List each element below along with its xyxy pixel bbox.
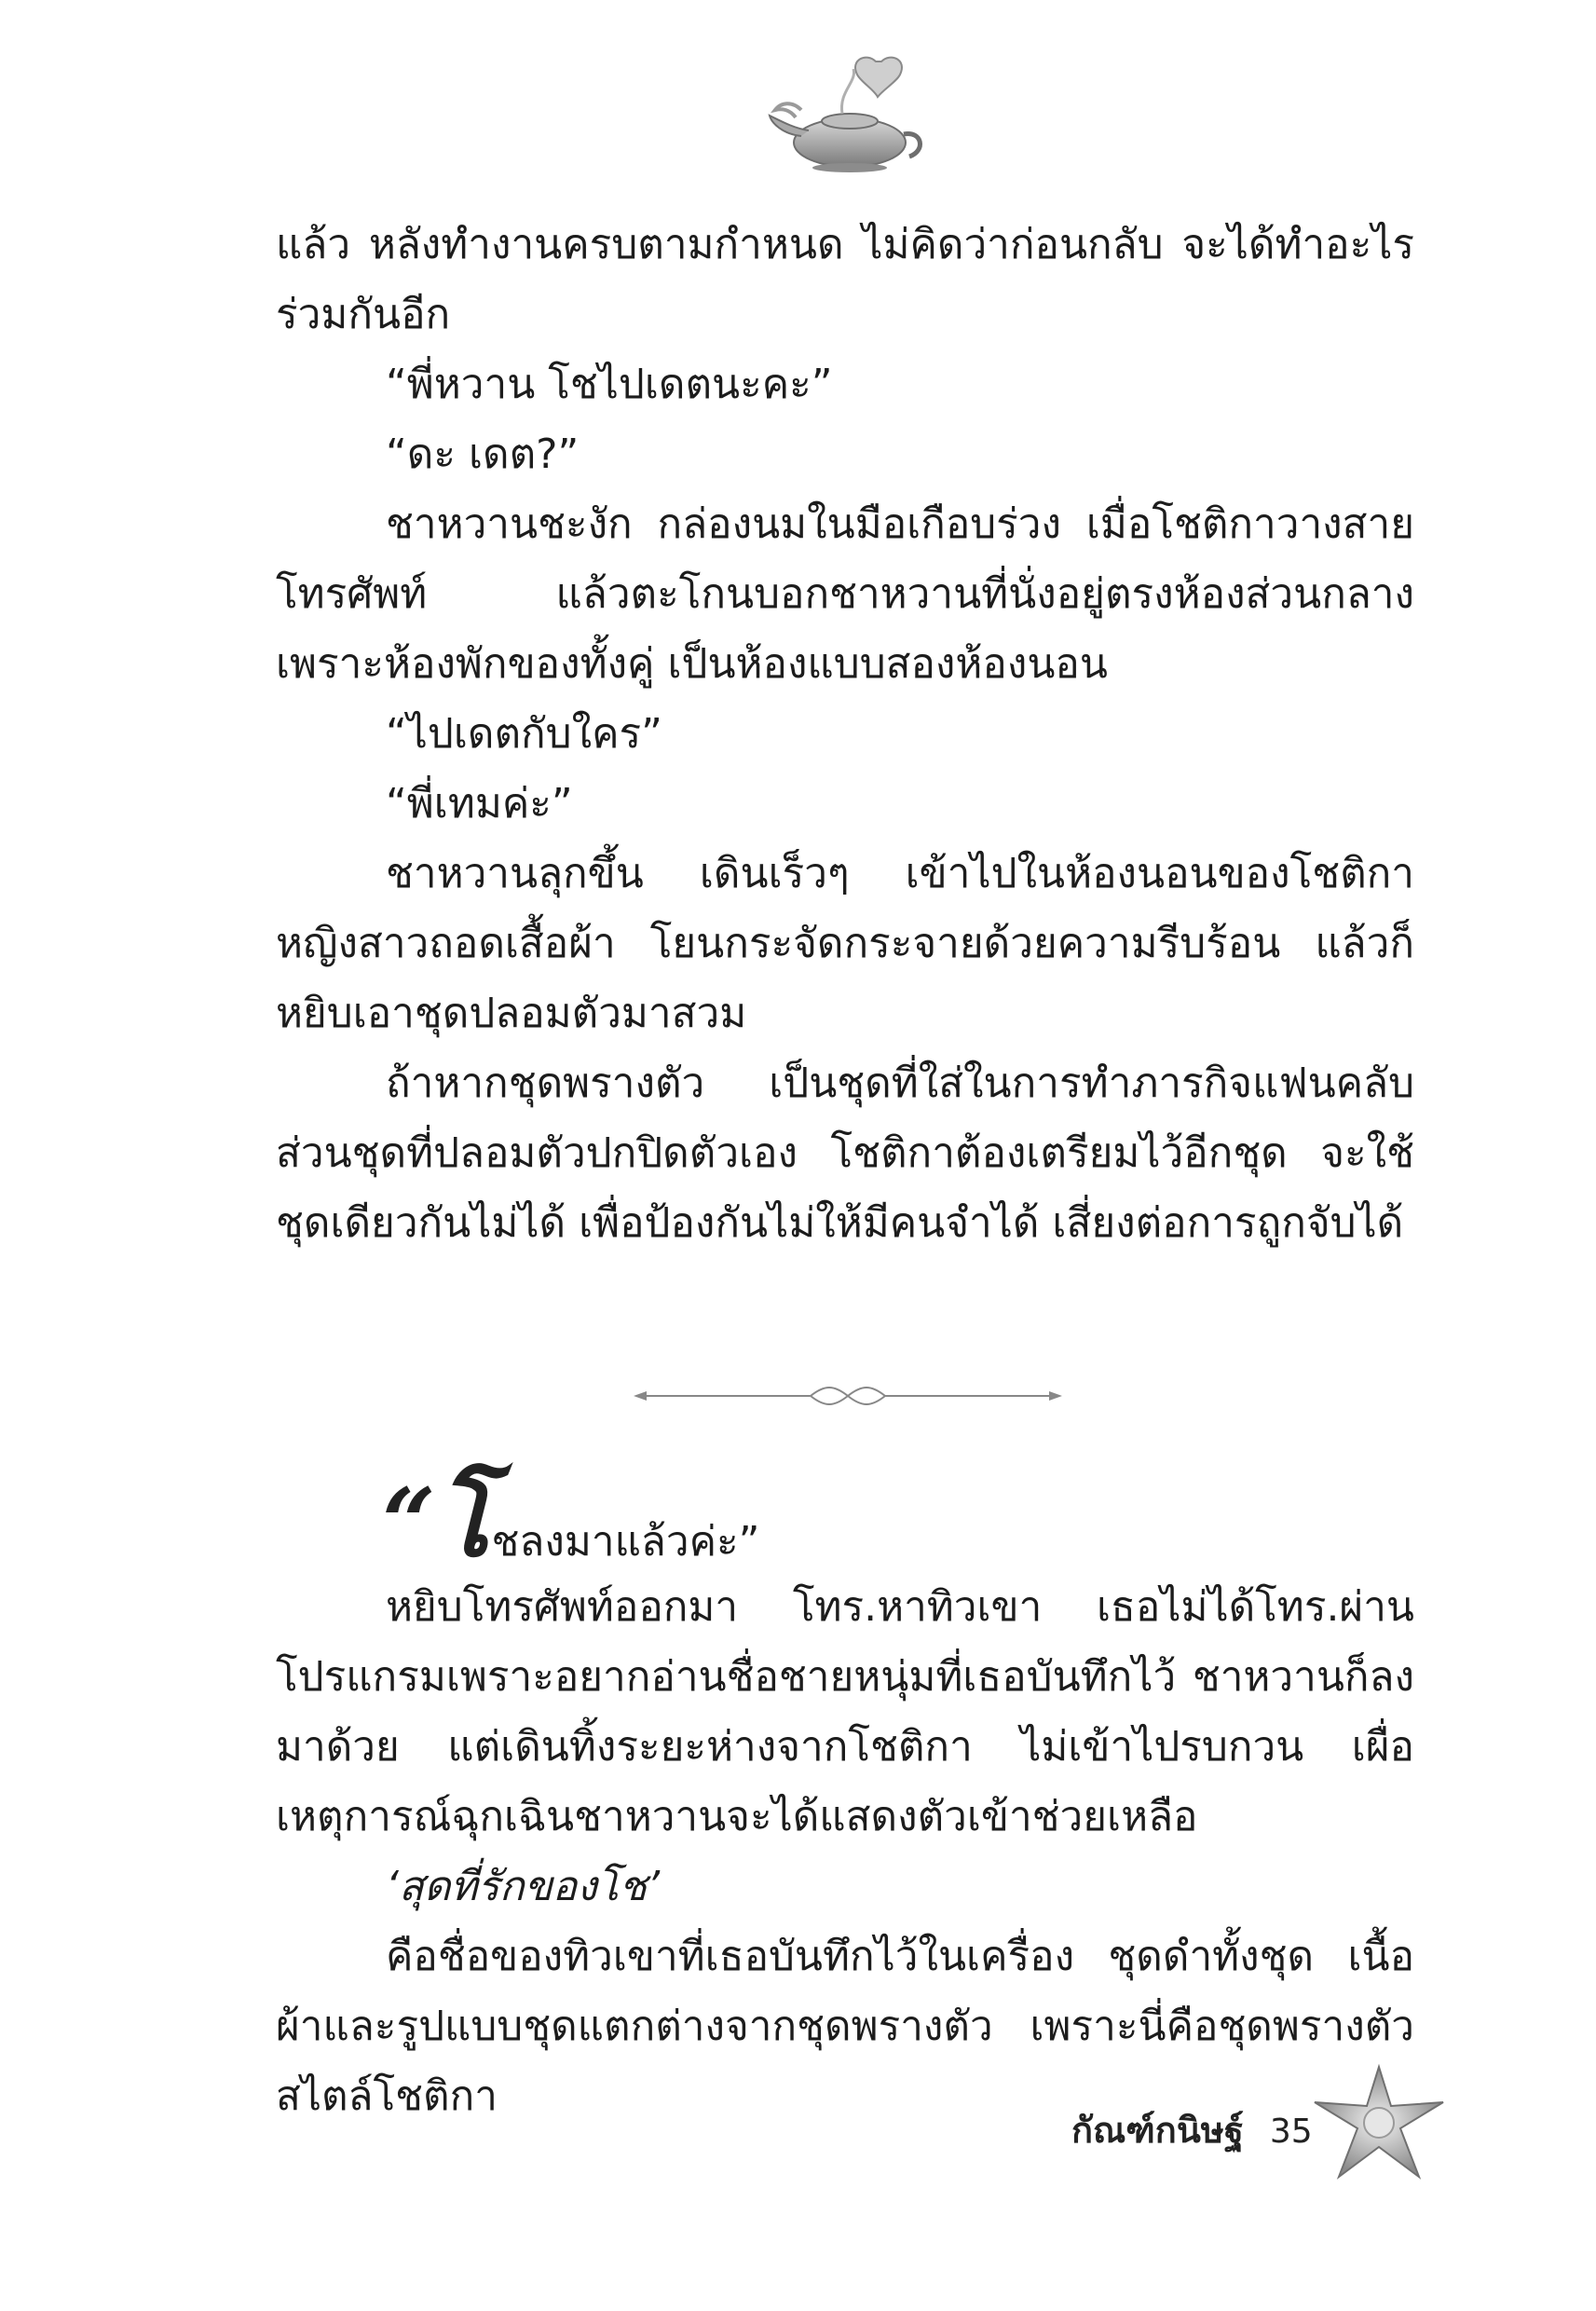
teapot-heart-icon	[764, 54, 932, 175]
paragraph: แล้ว หลังทำงานครบตามกำหนด ไม่คิดว่าก่อนกลับ จะได้ทำอะไรร่วมกันอีก	[276, 221, 1414, 338]
paragraph: ถ้าหากชุดพรางตัว เป็นชุดที่ใส่ในการทำภารกิจแฟนคลับ ส่วนชุดที่ปลอมตัวปกปิดตัวเอง โชติกาต้องเตรียมไว้อีกชุด จะใช้ชุดเดียวกันไม่ได้ เพื่อป้องกันไม่ให้มีคนจำได้ เสี่ยงต่อการถูกจับได้	[276, 1060, 1414, 1247]
paragraph-italic: ‘สุดที่รักของโช’	[386, 1863, 661, 1910]
drop-quote: “	[382, 1468, 436, 1578]
footer-brand: กัณฑ์กนิษฐ์	[1071, 2110, 1244, 2151]
star-ornament-icon	[1309, 2061, 1449, 2182]
paragraph: หยิบโทรศัพท์ออกมา โทร.หาทิวเขา เธอไม่ได้โทร.ผ่านโปรแกรมเพราะอยากอ่านชื่อชายหนุ่มที่เธอบันทึกไว้ ชาหวานก็ลงมาด้วย แต่เดินทิ้งระยะห่างจากโชติกา ไม่เข้าไปรบกวน เผื่อเหตุการณ์ฉุกเฉินชาหวานจะได้แสดงตัวเข้าช่วยเหลือ	[276, 1583, 1414, 1840]
ornamental-divider-icon	[634, 1377, 1062, 1415]
paragraph: คือชื่อของทิวเขาที่เธอบันทึกไว้ในเครื่อง ชุดดำทั้งชุด เนื้อผ้าและรูปแบบชุดแตกต่างจากชุดพรางตัว เพราะนี่คือชุดพรางตัวสไตล์โชติกา	[276, 1933, 1414, 2120]
drop-cap-line	[382, 1440, 760, 1579]
paragraph: “พี่หวาน โชไปเดตนะคะ”	[386, 361, 833, 408]
drop-cap: โ	[435, 1462, 490, 1579]
paragraph: “ดะ เดต?”	[386, 431, 580, 478]
paragraph: ชาหวานชะงัก กล่องนมในมือเกือบร่วง เมื่อโชติกาวางสายโทรศัพท์ แล้วตะโกนบอกชาหวานที่นั่งอยู่ตรงห้องส่วนกลาง เพราะห้องพักของทั้งคู่ เป็นห้องแบบสองห้องนอน	[276, 500, 1414, 688]
page-number: 35	[1269, 2113, 1313, 2151]
section-2	[276, 1572, 1414, 2131]
first-line-rest: ชลงมาแล้วค่ะ”	[491, 1518, 760, 1566]
paragraph: “ไปเดตกับใคร”	[386, 710, 662, 758]
section-1	[276, 210, 1414, 1258]
page-footer	[1071, 2101, 1313, 2158]
paragraph: “พี่เทมค่ะ”	[386, 780, 573, 827]
paragraph: ชาหวานลุกขึ้น เดินเร็วๆ เข้าไปในห้องนอนของโชติกา หญิงสาวถอดเสื้อผ้า โยนกระจัดกระจายด้วยความรีบร้อน แล้วก็หยิบเอาชุดปลอมตัวมาสวม	[276, 850, 1414, 1037]
